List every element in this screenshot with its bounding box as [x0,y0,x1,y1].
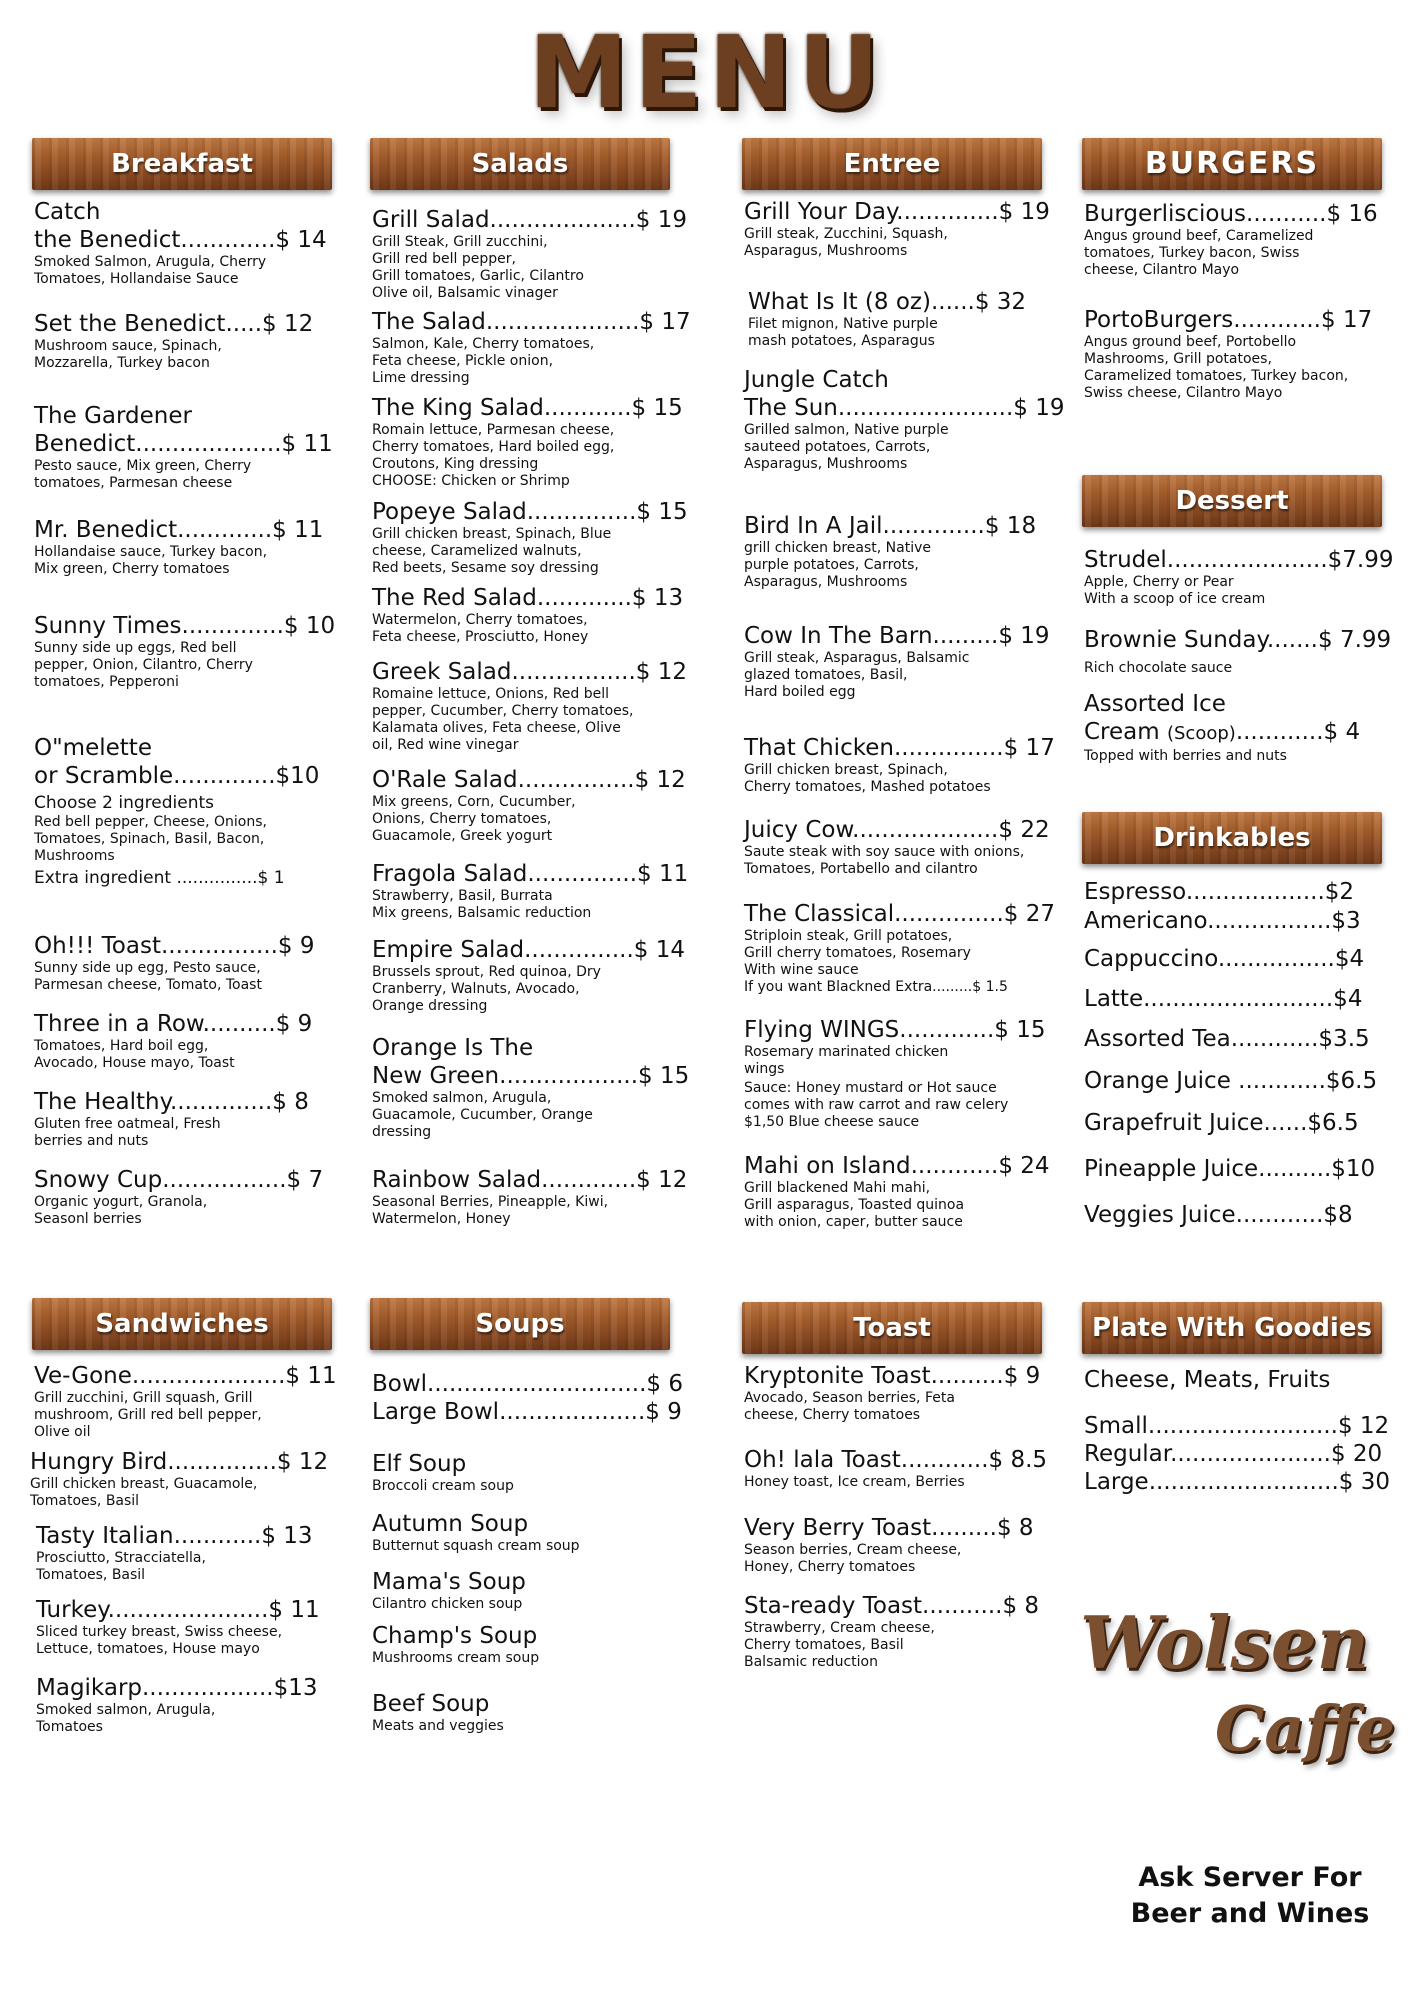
item-name: Cow In The Barn.........$ 19 [744,623,1050,649]
item-description: Grill steak, Asparagus, Balsamic glazed tomatoes, Basil, Hard boiled egg [744,650,970,700]
item-name: Oh!!! Toast................$ 9 [34,933,315,959]
toast-banner: Toast [742,1302,1042,1354]
wolsen-caffe-logo [1080,1600,1400,1800]
item-description: Honey toast, Ice cream, Berries [744,1474,965,1490]
item-description: Pesto sauce, Mix green, Cherry tomatoes, Parmesan cheese [34,458,252,491]
dessert-banner: Dessert [1082,475,1382,527]
item-description: Meats and veggies [372,1718,504,1734]
dessert-item [1084,546,1393,608]
breakfast-item [34,1166,323,1228]
sandwiches-banner: Sandwiches [32,1298,332,1350]
item-name: Empire Salad...............$ 14 [372,937,685,963]
item-name: PortoBurgers............$ 17 [1084,307,1373,333]
drink-item: Pineapple Juice..........$10 [1084,1156,1376,1182]
salad-item [372,584,683,646]
item-description: Smoked salmon, Arugula, Tomatoes [36,1702,216,1735]
drinkables-list [1084,878,1377,1229]
drink-item: Orange Juice ............$6.5 [1084,1068,1378,1094]
goodies-banner: Plate With Goodies [1082,1302,1382,1354]
item-description: Gluten free oatmeal, Fresh berries and nuts [34,1116,221,1149]
logo-line-1: Wolsen [1080,1600,1370,1685]
entree-item [748,288,1026,350]
item-name: The Red Salad.............$ 13 [372,585,684,611]
item-name: Set the Benedict.....$ 12 [34,311,314,337]
breakfast-item [34,198,327,288]
item-name: Sta-ready Toast...........$ 8 [744,1593,1040,1619]
sandwiches-section [32,1298,332,1350]
salad-item [372,498,688,577]
item-description: Sunny side up eggs, Red bell pepper, Onion, Cilantro, Cherry tomatoes, Pepperoni [34,640,253,690]
item-description: Grill chicken breast, Spinach, Cherry tomatoes, Mashed potatoes [744,762,991,795]
item-name: The King Salad............$ 15 [372,395,683,421]
sandwich-item [34,1362,337,1441]
item-description: Organic yogurt, Granola, Seasonl berries [34,1194,208,1227]
item-name: Hungry Bird...............$ 12 [30,1449,329,1475]
drink-item: Cappuccino................$4 [1084,946,1365,972]
salads-banner: Salads [370,138,670,190]
item-name: Greek Salad.................$ 12 [372,659,687,685]
item-description: Striploin steak, Grill potatoes, Grill cherry tomatoes, Rosemary With wine sauce If you want Blackned Extra.........$ 1.5 [744,928,1008,995]
breakfast-item [34,516,323,578]
salad-item [372,766,686,845]
item-description: Mix greens, Corn, Cucumber, Onions, Cherry tomatoes, Guacamole, Greek yogurt [372,794,576,844]
item-name: Oh! lala Toast............$ 8.5 [744,1447,1048,1473]
item-description: Saute steak with soy sauce with onions, Tomatoes, Portabello and cilantro [744,844,1025,877]
salad-item [372,394,683,490]
item-name: Jungle Catch The Sun........................$ 19 [744,367,1065,421]
item-description: Mushrooms cream soup [372,1650,540,1666]
entree-item [744,1152,1050,1231]
drinkables-banner: Drinkables [1082,812,1382,864]
item-description: Smoked Salmon, Arugula, Cherry Tomatoes, Hollandaise Sauce [34,254,267,287]
item-name: What Is It (8 oz)......$ 32 [748,289,1027,315]
dessert-section [1082,475,1382,527]
entree-item [744,622,1050,701]
salad-item [372,206,687,302]
soup-item [372,1450,514,1495]
burger-item [1084,306,1372,402]
drink-item: Veggies Juice............$8 [1084,1202,1353,1228]
soup-bowl-prices: Bowl..............................$ 6 Large Bowl....................$ 9 [372,1371,683,1425]
item-name: Mama's Soup [372,1569,526,1595]
item-description: Rosemary marinated chicken wings [744,1044,949,1077]
item-subnote: Choose 2 ingredients [34,793,215,813]
item-name-price: ............$ 4 [1235,719,1361,745]
item-name: Champ's Soup [372,1623,538,1649]
entree-item [744,816,1050,878]
ask-server-note: Ask Server For Beer and Wines [1130,1862,1370,1929]
item-description: Prosciutto, Stracciatella, Tomatoes, Basil [36,1550,206,1583]
drinkables-section [1082,812,1382,864]
item-name: Grill Your Day..............$ 19 [744,199,1050,225]
soup-item [372,1568,526,1613]
item-name: Strudel......................$7.99 [1084,547,1394,573]
item-name: Burgerliscious...........$ 16 [1084,201,1378,227]
soup-item [372,1622,539,1667]
dessert-item [1084,690,1360,765]
breakfast-item [34,612,335,691]
item-description: Strawberry, Cream cheese, Cherry tomatoes, Basil Balsamic reduction [744,1620,935,1670]
sandwich-item [36,1596,320,1658]
entree-item [744,734,1055,796]
sandwich-item [30,1448,328,1510]
breakfast-item [34,932,315,994]
item-name: Snowy Cup.................$ 7 [34,1167,324,1193]
burgers-banner: BURGERS [1082,138,1382,190]
item-description: Grill steak, Zucchini, Squash, Asparagus, Mushrooms [744,226,948,259]
item-name: Flying WINGS.............$ 15 [744,1017,1046,1043]
salad-item [372,1166,687,1228]
item-name: Kryptonite Toast..........$ 9 [744,1363,1041,1389]
breakfast-item [34,310,313,372]
drink-item: Grapefruit Juice......$6.5 [1084,1110,1359,1136]
soup-item [372,1690,504,1735]
item-description: Sunny side up egg, Pesto sauce, Parmesan cheese, Tomato, Toast [34,960,262,993]
sandwich-item [36,1522,313,1584]
soup-prices [372,1370,683,1426]
goodies-contents: Cheese, Meats, Fruits [1084,1367,1331,1393]
item-name: Bird In A Jail..............$ 18 [744,513,1037,539]
goodies-section [1082,1302,1382,1354]
salad-item [372,1034,689,1141]
item-name: Brownie Sunday.......$ 7.99 [1084,627,1392,653]
item-description: Season berries, Cream cheese, Honey, Cherry tomatoes [744,1542,962,1575]
item-name: The Salad.....................$ 17 [372,309,691,335]
item-description: Grill chicken breast, Spinach, Blue cheese, Caramelized walnuts, Red beets, Sesame soy dressing [372,526,612,576]
soups-banner: Soups [370,1298,670,1350]
item-description: Brussels sprout, Red quinoa, Dry Cranberry, Walnuts, Avocado, Orange dressing [372,964,601,1014]
menu-title: MENU [528,14,886,131]
entree-item [744,1016,1046,1131]
item-name: Autumn Soup [372,1511,529,1537]
item-name: That Chicken...............$ 17 [744,735,1055,761]
item-name: Rainbow Salad.............$ 12 [372,1167,688,1193]
item-description: Hollandaise sauce, Turkey bacon, Mix green, Cherry tomatoes [34,544,268,577]
goodies-subtitle [1084,1366,1330,1394]
item-description: Butternut squash cream soup [372,1538,580,1554]
entree-item [744,900,1055,996]
item-name: The Classical...............$ 27 [744,901,1055,927]
item-description: Broccoli cream soup [372,1478,514,1494]
burgers-section [1082,138,1382,190]
soup-item [372,1510,580,1555]
drink-item: Espresso...................$2 [1084,879,1355,905]
item-name: Mahi on Island............$ 24 [744,1153,1050,1179]
item-description: Grill Steak, Grill zucchini, Grill red bell pepper, Grill tomatoes, Garlic, Cilantro Olive oil, Balsamic vinager [372,234,584,301]
salad-item [372,860,688,922]
breakfast-banner: Breakfast [32,138,332,190]
toast-item [744,1514,1034,1576]
entree-section [742,138,1042,190]
item-name: Magikarp..................$13 [36,1675,318,1701]
item-name: Tasty Italian............$ 13 [36,1523,313,1549]
item-name-main: Assorted Ice Cream [1084,691,1226,745]
item-name: Beef Soup [372,1691,490,1717]
item-name: Orange Is The New Green...................$ 15 [372,1035,690,1089]
item-description: grill chicken breast, Native purple potatoes, Carrots, Asparagus, Mushrooms [744,540,932,590]
dessert-item [1084,626,1391,677]
goodies-size-list: Small..........................$ 12 Regular......................$ 20 Large..........................$ 30 [1084,1413,1391,1495]
item-name: Sunny Times..............$ 10 [34,613,336,639]
item-name [1084,690,1360,748]
salads-section [370,138,670,190]
item-description: Smoked salmon, Arugula, Guacamole, Cucumber, Orange dressing [372,1090,593,1140]
item-name: Elf Soup [372,1451,467,1477]
item-description: Seasonal Berries, Pineapple, Kiwi, Watermelon, Honey [372,1194,609,1227]
item-description: Romaine lettuce, Onions, Red bell pepper, Cucumber, Cherry tomatoes, Kalamata olives, Feta cheese, Olive oil, Red wine vinegar [372,686,634,753]
item-name: O'Rale Salad................$ 12 [372,767,686,793]
item-name: Catch the Benedict.............$ 14 [34,199,327,253]
item-description: Rich chocolate sauce [1084,660,1233,676]
breakfast-section [32,138,332,190]
toast-item [744,1446,1047,1491]
item-description: Avocado, Season berries, Feta cheese, Cherry tomatoes [744,1390,955,1423]
burger-item [1084,200,1378,279]
salad-item [372,308,691,387]
breakfast-item [34,734,319,889]
item-description: Sliced turkey breast, Swiss cheese, Lettuce, tomatoes, House mayo [36,1624,283,1657]
item-name: Ve-Gone.....................$ 11 [34,1363,337,1389]
entree-banner: Entree [742,138,1042,190]
toast-item [744,1362,1040,1424]
item-name: Grill Salad....................$ 19 [372,207,687,233]
item-name: Three in a Row..........$ 9 [34,1011,313,1037]
item-description: Mushroom sauce, Spinach, Mozzarella, Turkey bacon [34,338,222,371]
drink-item: Assorted Tea............$3.5 [1084,1026,1370,1052]
salad-item [372,658,687,754]
item-description: Angus ground beef, Portobello Mashrooms, Grill potatoes, Caramelized tomatoes, Turkey bacon, Swiss cheese, Cilantro Mayo [1084,334,1349,401]
item-description: Grilled salmon, Native purple sauteed potatoes, Carrots, Asparagus, Mushrooms [744,422,949,472]
item-description: Apple, Cherry or Pear With a scoop of ice cream [1084,574,1266,607]
breakfast-item [34,1010,312,1072]
entree-item [744,198,1050,260]
breakfast-item [34,402,333,492]
item-description: Angus ground beef, Caramelized tomatoes, Turkey bacon, Swiss cheese, Cilantro Mayo [1084,228,1314,278]
item-description: Strawberry, Basil, Burrata Mix greens, Balsamic reduction [372,888,592,921]
sandwich-item [36,1674,318,1736]
drink-item: Americano.................$3 [1084,908,1361,934]
item-name: Fragola Salad...............$ 11 [372,861,689,887]
toast-section [742,1302,1042,1354]
item-description: Watermelon, Cherry tomatoes, Feta cheese, Prosciutto, Honey [372,612,589,645]
item-description: Filet mignon, Native purple mash potatoes, Asparagus [748,316,938,349]
item-name: Popeye Salad...............$ 15 [372,499,688,525]
item-description: Salmon, Kale, Cherry tomatoes, Feta cheese, Pickle onion, Lime dressing [372,336,595,386]
item-description: Tomatoes, Hard boil egg, Avocado, House mayo, Toast [34,1038,235,1071]
item-name: The Healthy..............$ 8 [34,1089,309,1115]
entree-item [744,366,1065,473]
item-name: Very Berry Toast.........$ 8 [744,1515,1034,1541]
item-description: Grill blackened Mahi mahi, Grill asparagus, Toasted quinoa with onion, caper, butter sauce [744,1180,965,1230]
item-name: Turkey......................$ 11 [36,1597,320,1623]
item-name: O"melette or Scramble..............$10 [34,735,320,789]
toast-item [744,1592,1039,1671]
item-name-scoop: (Scoop) [1166,723,1236,744]
item-description: Romain lettuce, Parmesan cheese, Cherry tomatoes, Hard boiled egg, Croutons, King dressing CHOOSE: Chicken or Shrimp [372,422,615,489]
salad-item [372,936,685,1015]
drink-item: Latte..........................$4 [1084,986,1363,1012]
item-name: Mr. Benedict.............$ 11 [34,517,324,543]
breakfast-item [34,1088,309,1150]
item-extra: Extra ingredient ...............$ 1 [34,868,285,888]
item-name: The Gardener Benedict....................$ 11 [34,403,333,457]
item-description: Topped with berries and nuts [1084,748,1287,764]
item-description: Red bell pepper, Cheese, Onions, Tomatoes, Spinach, Basil, Bacon, Mushrooms [34,814,267,864]
item-description: Cilantro chicken soup [372,1596,523,1612]
entree-item [744,512,1036,591]
logo-line-2: Caffe [1215,1692,1396,1765]
goodies-sizes [1084,1412,1390,1496]
item-extra: Sauce: Honey mustard or Hot sauce comes with raw carrot and raw celery $1,50 Blue cheese sauce [744,1080,1009,1130]
soups-section [370,1298,670,1350]
item-name: Juicy Cow....................$ 22 [744,817,1050,843]
item-description: Grill chicken breast, Guacamole, Tomatoes, Basil [30,1476,258,1509]
item-description: Grill zucchini, Grill squash, Grill mushroom, Grill red bell pepper, Olive oil [34,1390,262,1440]
